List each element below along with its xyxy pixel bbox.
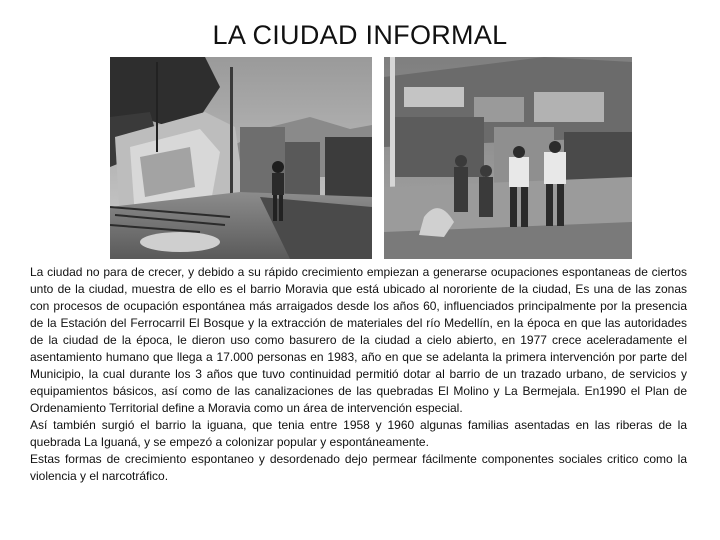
body-text: [30, 264, 687, 485]
paragraph-violence: Estas formas de crecimiento espontaneo y desordenado dejo permear fácilmente componentes sociales critico como la violencia y el narcotráfico.: [30, 452, 687, 483]
slide-title: LA CIUDAD INFORMAL: [212, 20, 508, 50]
paragraph-moravia: La ciudad no para de crecer, y debido a su rápido crecimiento empiezan a generarse ocupaciones espontaneas de ciertos unto de la ciudad, muestra de ello es el barrio Moravia que está ubicado al nororiente de la ciudad, Es una de las zonas con procesos de ocupación espontánea más arraigados desde los años 60, influenciados principalmente por la presencia de la Estación del Ferrocarril El Bosque y la extracción de materiales del río Medellín, en la época en que las autoridades de la ciudad de la época, le dieron uso como basurero de la ciudad a cielo abierto, en 1977 crece aceleradamente el asentamiento humano que llega a 17.000 personas en 1983, año en que se adelanta la primera intervención por parte del Municipio, la cual durante los 3 años que tuvo continuidad permitió dotar al barrio de un trazado urbano, de servicios y equipamientos básicos, así como de las canalizaciones de las quebradas El Molino y La Bermejala. En1990 el Plan de Ordenamiento Territorial define a Moravia como un área de intervención especial.: [30, 265, 687, 415]
paragraph-la-iguana: Así también surgió el barrio la iguana, que tenia entre 1958 y 1960 algunas familias asentadas en las riberas de la quebrada La Iguaná, y se empezó a colonizar popular y espontáneamente.: [30, 418, 687, 449]
photo-informal-settlement-people: [384, 57, 632, 259]
photo-informal-settlement-child: [110, 57, 372, 259]
